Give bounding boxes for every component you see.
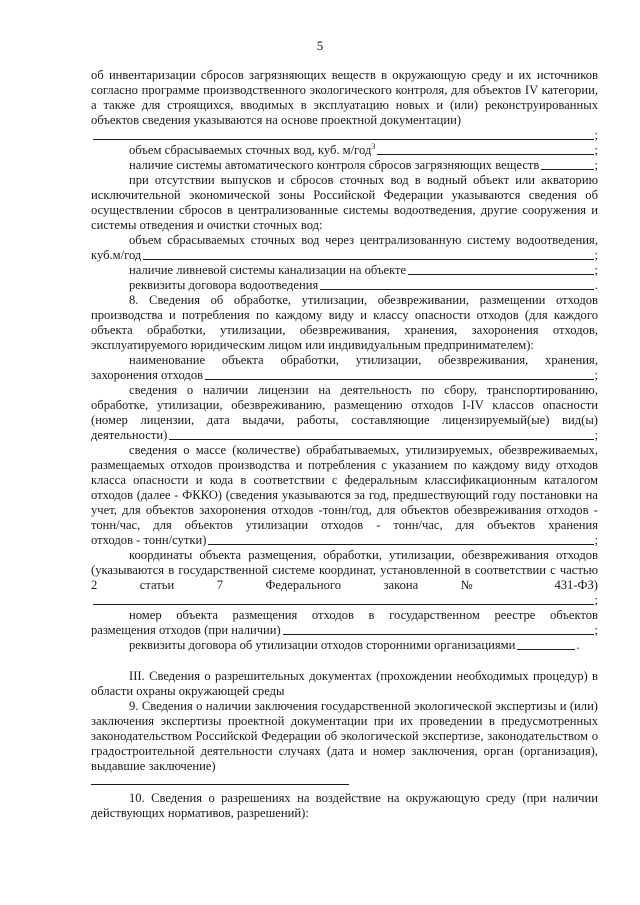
facility-name-line1: наименование объекта обработки, утилизации, обезвреживания, хранения, — [129, 353, 598, 367]
facility-name-label: захоронения отходов — [91, 368, 204, 382]
waste-mass-end-label: отходов - тонн/сутки) — [91, 533, 207, 547]
third-party-contract-label: реквизиты договора об утилизации отходов сторонними организациями — [129, 638, 516, 652]
coordinates-field: ; — [91, 593, 598, 608]
auto-control-field: наличие системы автоматического контроля сбросов загрязняющих веществ ; — [129, 158, 598, 172]
central-volume-line1: объем сбрасываемых сточных вод через централизованную систему водоотведения, — [129, 233, 598, 247]
wastewater-volume-label: объем сбрасываемых сточных вод, куб. м/год$^3$ — [129, 141, 376, 157]
waste-mass-paragraph: сведения о массе (количестве) обрабатываемых, утилизируемых, обезвреживаемых, размещаемых отходов производства и потребления с указанием по каждому виду отходов класса опасности и кода в соответствии с федеральным классификационным каталогом отходов (далее - ФККО) (сведения указываются за год, предшествующий году постановки на учет, для объектов захоронения отходов -тонн/год, для объектов обезвреживания отходов - тонн/час, для объектов утилизации отходов - тонн/час, для объектов хранения — [91, 443, 598, 532]
drainage-contract-label: реквизиты договора водоотведения — [129, 278, 319, 292]
storm-sewer-field: наличие ливневой системы канализации на объекте ; — [129, 263, 598, 277]
registry-line1: номер объекта размещения отходов в государственном реестре объектов — [129, 608, 598, 622]
license-field: деятельности) ; — [91, 428, 598, 442]
facility-name-field: захоронения отходов ; — [91, 368, 598, 382]
registry-label: размещения отходов (при наличии) — [91, 623, 281, 637]
coordinates-paragraph: координаты объекта размещения, обработки, утилизации, обезвреживания отходов (указываются в государственной системе координат, установленной в соответствии с частью 2 статьи 7 Федерального закона № 431-ФЗ) — [91, 548, 598, 592]
waste-mass-field: отходов - тонн/сутки) ; — [91, 533, 598, 547]
section-10-paragraph: 10. Сведения о разрешениях на воздействие на окружающую среду (при наличии действующих нормативов, разрешений): — [91, 791, 598, 820]
section-8-paragraph: 8. Сведения об обработке, утилизации, обезвреживании, размещении отходов производства и потребления по каждому виду и классу опасности отходов (для каждого объекта обработки, утилизации, обезвреживания, хранения, захоронения отходов, эксплуатируемого юридическим лицом или индивидуальным предпринимателем): — [91, 293, 598, 352]
intro-blank — [93, 138, 594, 140]
third-party-contract-field: реквизиты договора об утилизации отходов сторонними организациями . — [129, 638, 580, 652]
intro-fill-line: ; — [91, 128, 598, 143]
wastewater-volume-field: объем сбрасываемых сточных вод, куб. м/год$^3$ ; — [129, 141, 598, 157]
license-paragraph: сведения о наличии лицензии на деятельность по сбору, транспортированию, обработке, утилизации, обезвреживанию, размещению отходов I-IV классов опасности (номер лицензии, дата выдачи, работы, составляющие лицензируемый(ые) вид(ы) — [91, 383, 598, 427]
storm-sewer-label: наличие ливневой системы канализации на объекте — [129, 263, 407, 277]
auto-control-label: наличие системы автоматического контроля сбросов загрязняющих веществ — [129, 158, 540, 172]
drainage-contract-field: реквизиты договора водоотведения . — [129, 278, 598, 292]
absence-paragraph: при отсутствии выпусков и сбросов сточных вод в водный объект или акваторию исключительной экономической зоны Российской Федерации указываются сведения об осуществлении сбросов в централизованные системы водоотведения, другие сооружения и системы отведения и очистки сточных вод: — [91, 173, 598, 232]
license-end-label: деятельности) — [91, 428, 168, 442]
section-9-paragraph: 9. Сведения о наличии заключения государственной экологической экспертизы и (или) заключения экспертизы проектной документации при их проведении в предусмотренных законодательством Российской Федерации об экологической экспертизе, законодательством о градостроительной деятельности случаях (дата и номер заключения, орган (организация), выдавшие заключение) — [91, 699, 598, 773]
central-volume-field: куб.м/год ; — [91, 248, 598, 262]
registry-field: размещения отходов (при наличии) ; — [91, 623, 598, 637]
intro-paragraph: об инвентаризации сбросов загрязняющих веществ в окружающую среду и их источников согласно программе производственного экологического контроля, для объектов IV категории, а также для строящихся, вводимых в эксплуатацию новых и (или) реконструированных объектов сведения указываются на основе проектной документации) — [91, 68, 598, 127]
document-body — [91, 68, 598, 821]
section-3-heading: III. Сведения о разрешительных документах (прохождении необходимых процедур) в области охраны окружающей среды — [91, 669, 598, 698]
page-number: 5 — [316, 38, 324, 53]
section-9-blank — [91, 774, 349, 785]
central-volume-unit: куб.м/год — [91, 248, 142, 262]
